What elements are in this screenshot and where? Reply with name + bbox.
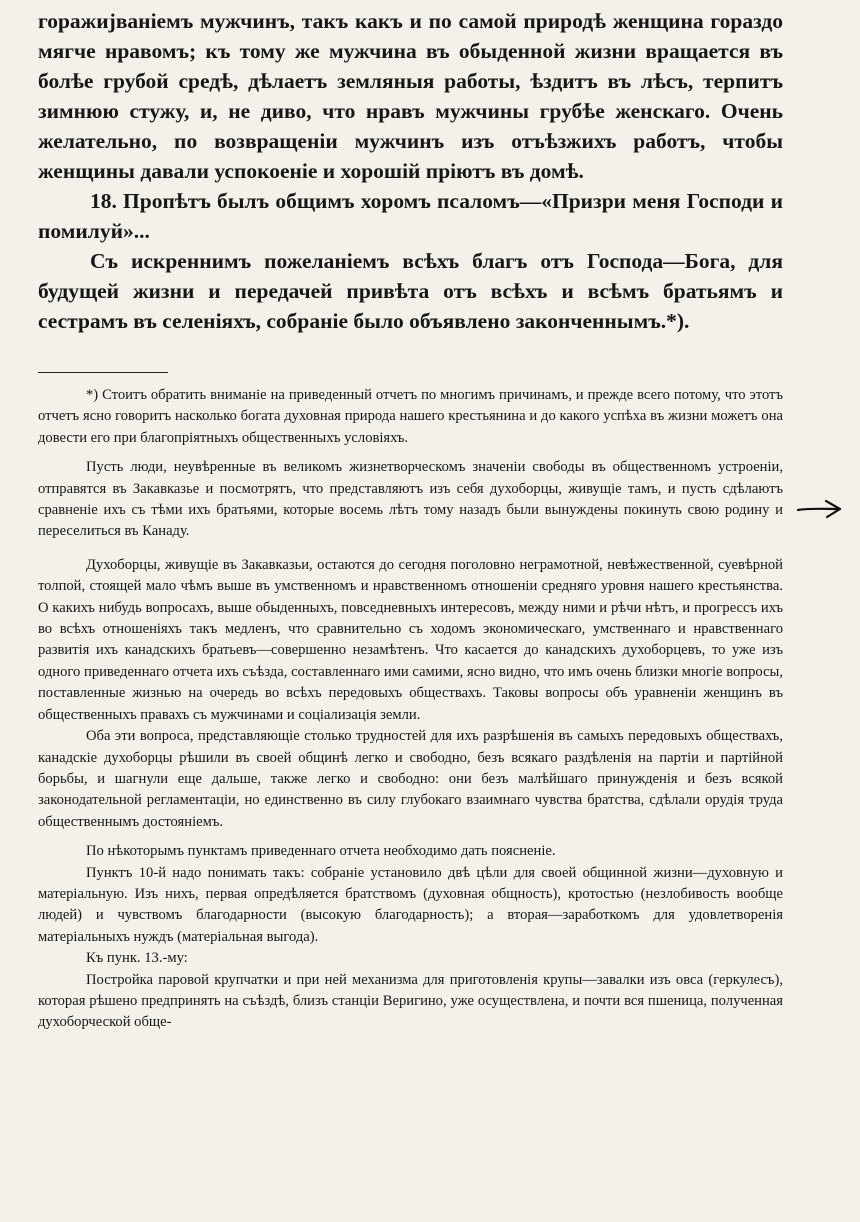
footnote-2: Пусть люди, неувѣренные въ великомъ жизнетворческомъ значеніи свободы въ общественномъ устроеніи, отправятся въ Закавказье и посмотрятъ, что представляютъ изъ себя духоборцы, живущіе тамъ, и пусть сдѣлаютъ сравненіе ихъ съ тѣми ихъ братьями, которые восемь лѣтъ тому назадъ были вынуждены покинуть свою родину и переселиться въ Канаду.	[38, 459, 783, 540]
footnote-divider	[38, 372, 168, 373]
handwritten-arrow-icon	[796, 497, 844, 521]
paragraph-item-18: 18. Пропѣтъ былъ общимъ хоромъ псаломъ—«Призри меня Господи и помилуй»...	[38, 189, 783, 243]
footnote-5: По нѣкоторымъ пунктамъ приведеннаго отчета необходимо дать поясненіе.	[86, 843, 556, 860]
footnote-1: *) Стоитъ обратить вниманіе на приведенный отчетъ по многимъ причинамъ, и прежде всего потому, что этотъ отчетъ ясно говоритъ насколько богата духовная природа нашего крестьянина и до какого успѣха въ жизни можетъ она довести его при благопріятныхъ общественныхъ условіяхъ.	[38, 387, 783, 446]
footnote-7: Къ пунк. 13.-му:	[86, 950, 188, 967]
footnote-8: Постройка паровой крупчатки и при ней механизма для приготовленія крупы—завалки изъ овса (геркулесъ), которая рѣшено предпринять на съѣздѣ, близъ станціи Веригино, уже осуществлена, и почти вся пшеница, полученная духоборческой обще-	[38, 971, 783, 1031]
paragraph-continuation: горажиjваніемъ мужчинъ, такъ какъ и по самой природѣ женщина гораздо мягче нравомъ; къ тому же мужчина въ обыденной жизни вращается въ болѣе грубой средѣ, дѣлаетъ земляныя работы, ѣздитъ въ лѣсъ, терпитъ зимнюю стужу, и, не диво, что нравъ мужчины грубѣе женскаго. Очень желательно, по возвращеніи мужчинъ изъ отъѣзжихъ работъ, чтобы женщины давали успокоеніе и хорошій пріютъ въ домѣ.	[38, 9, 783, 183]
footnotes	[38, 385, 783, 1034]
footnote-3: Духоборцы, живущіе въ Закавказьи, остаются до сегодня поголовно неграмотной, невѣжественной, суевѣрной толпой, стоящей мало чѣмъ выше въ умственномъ и нравственномъ отношеніи средняго уровня нашего крестьянства. О какихъ нибудь вопросахъ, выше обыденныхъ, повседневныхъ интересовъ, между ними и рѣчи нѣтъ, и прогрессъ ихъ во всѣхъ отношеніяхъ такъ медленъ, что сравнительно съ ходомъ экономическаго, умственнаго и нравственнаго развитія ихъ канадскихъ братьевъ—совершенно незамѣтенъ. Что касается до канадскихъ духоборцевъ, то уже изъ одного приведеннаго отчета ихъ съѣзда, составленнаго ими самими, ясно видно, что имъ очень близки многіе вопросы, поставленные жизнью на очередь во всѣхъ передовыхъ обществахъ. Таковы вопросы объ уравненіи женщинъ въ общественныхъ правахъ съ мужчинами и соціализація земли.	[38, 556, 783, 723]
footnote-6: Пунктъ 10-й надо понимать такъ: собраніе установило двѣ цѣли для своей общинной жизни—духовную и матеріальную. Изъ нихъ, первая опредѣляется братствомъ (духовная общность), кротостью (незлобивость вообще людей) и чувствомъ благодарности (высокую благодарность); а вторая—заработкомъ для удовлетворенія матеріальныхъ нуждъ (матеріальная выгода).	[38, 864, 783, 945]
paragraph-closing: Съ искреннимъ пожеланіемъ всѣхъ благъ отъ Господа—Бога, для будущей жизни и передачей привѣта отъ всѣхъ и всѣмъ братьямъ и сестрамъ въ селеніяхъ, собраніе было объявлено законченнымъ.*).	[38, 249, 783, 333]
footnote-4: Оба эти вопроса, представляющіе столько трудностей для ихъ разрѣшенія въ самыхъ передовыхъ обществахъ, канадскіе духоборцы рѣшили въ своей общинѣ легко и свободно, безъ всякаго раздѣленія на партіи и партійной борьбы, и шагнули еще дальше, также легко и свободно: они безъ малѣйшаго принужденія и безъ всякой законодательной регламентаціи, но единственно въ силу глубокаго взаимнаго чувства братства, сдѣлали орудія труда общественнымъ достояніемъ.	[38, 728, 783, 830]
main-text	[38, 6, 783, 336]
